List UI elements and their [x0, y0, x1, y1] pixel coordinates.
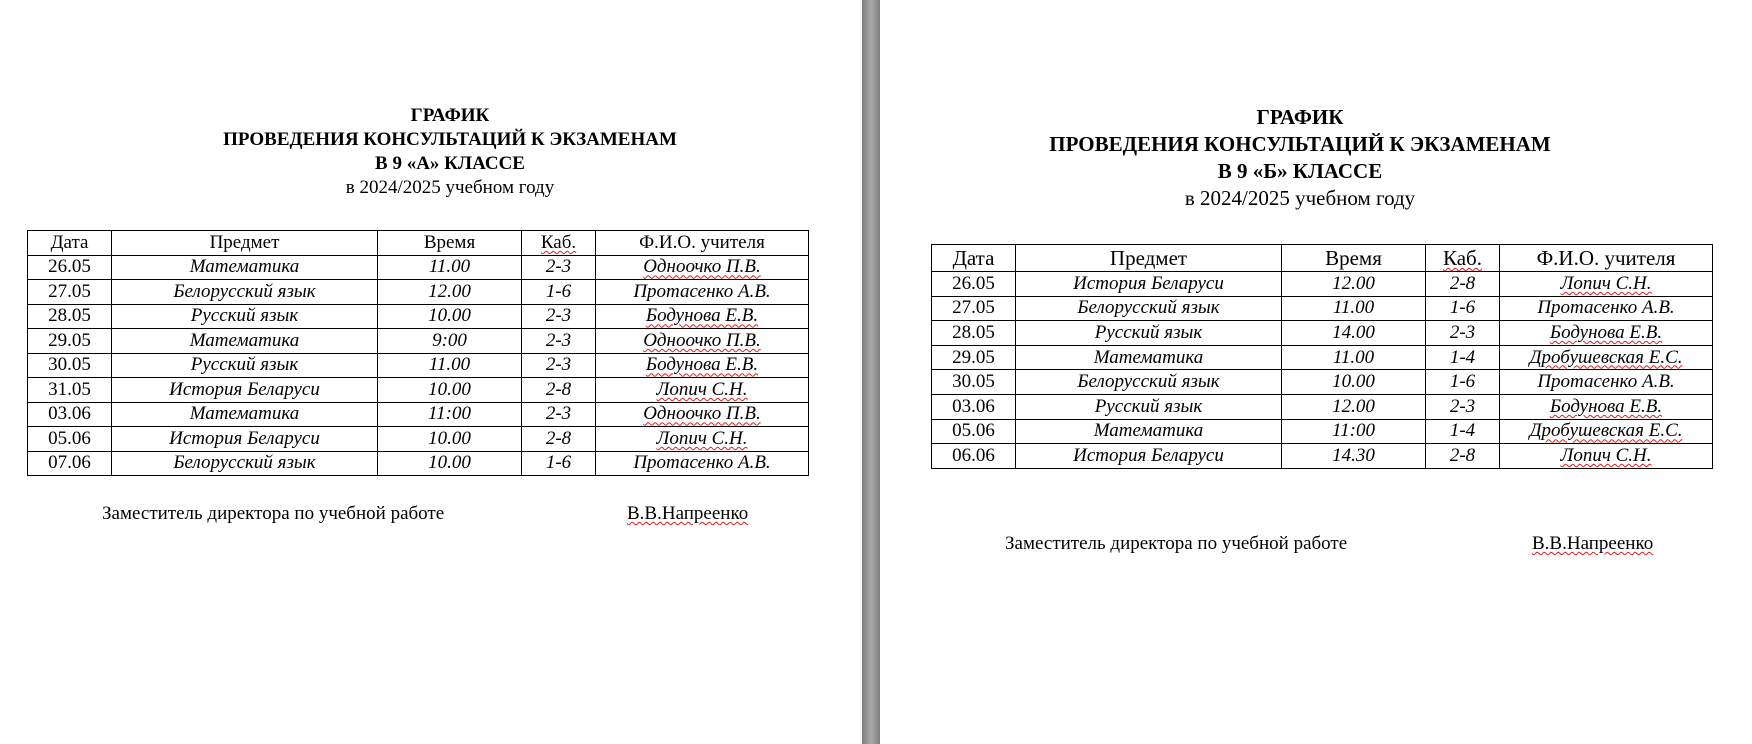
page-gutter — [862, 0, 880, 744]
teacher-name: Одноочко П.В. — [643, 403, 761, 425]
cell-time: 10.00 — [378, 304, 522, 329]
cell-teacher — [1500, 272, 1713, 297]
cell-subject: Математика — [1016, 345, 1282, 370]
cell-room: 2-3 — [522, 402, 596, 427]
cell-teacher — [596, 402, 809, 427]
table-row — [28, 280, 809, 305]
cell-time: 14.00 — [1282, 321, 1426, 346]
signature-role: Заместитель директора по учебной работе — [1005, 533, 1348, 554]
cell-date: 28.05 — [932, 321, 1016, 346]
cell-room: 2-8 — [522, 427, 596, 452]
teacher-name: Бодунова Е.В. — [645, 305, 759, 327]
cell-subject: История Беларуси — [112, 378, 378, 403]
cell-subject: История Беларуси — [1016, 444, 1282, 469]
table-header-row — [28, 231, 809, 256]
title-line-2: ПРОВЕДЕНИЯ КОНСУЛЬТАЦИЙ К ЭКЗАМЕНАМ — [1049, 132, 1551, 156]
teacher-name: Протасенко А.В. — [633, 280, 771, 302]
cell-date: 29.05 — [28, 329, 112, 354]
cell-teacher — [1500, 370, 1713, 395]
cell-subject: Русский язык — [112, 304, 378, 329]
cell-time: 10.00 — [378, 427, 522, 452]
cell-time: 14.30 — [1282, 444, 1426, 469]
cell-room: 2-8 — [1426, 272, 1500, 297]
table-row — [28, 304, 809, 329]
header-room-label: Каб. — [1443, 246, 1482, 270]
teacher-name: Лопич С.Н. — [656, 427, 748, 449]
cell-time: 12.00 — [378, 280, 522, 305]
teacher-name: Дробушевская Е.С. — [1529, 346, 1683, 368]
signature-name — [627, 503, 748, 525]
teacher-name: Протасенко А.В. — [1537, 297, 1675, 319]
cell-time: 11.00 — [1282, 296, 1426, 321]
header-time: Время — [378, 231, 522, 256]
teacher-name: Дробушевская Е.С. — [1529, 420, 1683, 442]
teacher-name: Протасенко А.В. — [633, 452, 771, 474]
cell-room: 2-3 — [522, 255, 596, 280]
cell-room: 2-3 — [1426, 321, 1500, 346]
schedule-table-9b — [931, 244, 1713, 469]
title-line-3: В 9 «Б» КЛАССЕ — [1217, 159, 1383, 183]
cell-time: 11.00 — [1282, 345, 1426, 370]
cell-time: 10.00 — [378, 451, 522, 476]
table-row — [28, 427, 809, 452]
cell-time: 9:00 — [378, 329, 522, 354]
cell-room: 1-6 — [1426, 296, 1500, 321]
cell-time: 10.00 — [378, 378, 522, 403]
title-line-3: В 9 «А» КЛАССЕ — [375, 153, 525, 174]
cell-date: 06.06 — [932, 444, 1016, 469]
cell-subject: Русский язык — [1016, 321, 1282, 346]
cell-subject: Белорусский язык — [112, 280, 378, 305]
cell-teacher — [1500, 394, 1713, 419]
teacher-name: Протасенко А.В. — [1537, 371, 1675, 393]
cell-teacher — [596, 329, 809, 354]
teacher-name: Лопич С.Н. — [1560, 444, 1652, 466]
cell-teacher — [1500, 345, 1713, 370]
cell-date: 27.05 — [932, 296, 1016, 321]
cell-date: 30.05 — [28, 353, 112, 378]
document-page-left — [0, 0, 862, 744]
cell-teacher — [596, 378, 809, 403]
cell-teacher — [1500, 296, 1713, 321]
cell-teacher — [596, 304, 809, 329]
title-line-1: ГРАФИК — [410, 105, 490, 126]
cell-room: 2-8 — [1426, 444, 1500, 469]
cell-subject: История Беларуси — [112, 427, 378, 452]
teacher-name: Лопич С.Н. — [1560, 272, 1652, 294]
table-row — [28, 329, 809, 354]
cell-time: 11:00 — [378, 402, 522, 427]
table-row — [932, 345, 1713, 370]
table-row — [28, 353, 809, 378]
header-room — [1426, 245, 1500, 272]
cell-time: 12.00 — [1282, 272, 1426, 297]
title-line-4: в 2024/2025 учебном году — [1184, 186, 1416, 210]
header-subject: Предмет — [1016, 245, 1282, 272]
cell-teacher — [1500, 419, 1713, 444]
header-subject: Предмет — [112, 231, 378, 256]
cell-teacher — [1500, 321, 1713, 346]
cell-room: 2-3 — [1426, 394, 1500, 419]
cell-time: 11:00 — [1282, 419, 1426, 444]
table-row — [932, 321, 1713, 346]
title-line-1: ГРАФИК — [1256, 105, 1344, 129]
cell-date: 31.05 — [28, 378, 112, 403]
cell-teacher — [1500, 444, 1713, 469]
header-room — [522, 231, 596, 256]
cell-room: 1-6 — [522, 280, 596, 305]
cell-room: 2-3 — [522, 304, 596, 329]
cell-date: 26.05 — [28, 255, 112, 280]
cell-date: 07.06 — [28, 451, 112, 476]
signature-name — [1532, 533, 1653, 555]
cell-subject: Математика — [1016, 419, 1282, 444]
cell-time: 11.00 — [378, 255, 522, 280]
cell-subject: Математика — [112, 402, 378, 427]
teacher-name: Одноочко П.В. — [643, 329, 761, 351]
cell-date: 05.06 — [932, 419, 1016, 444]
cell-subject: Русский язык — [112, 353, 378, 378]
cell-room: 2-3 — [522, 329, 596, 354]
cell-time: 12.00 — [1282, 394, 1426, 419]
cell-room: 2-3 — [522, 353, 596, 378]
cell-date: 30.05 — [932, 370, 1016, 395]
cell-teacher — [596, 353, 809, 378]
table-row — [932, 444, 1713, 469]
cell-subject: Белорусский язык — [1016, 370, 1282, 395]
cell-subject: История Беларуси — [1016, 272, 1282, 297]
header-teacher: Ф.И.О. учителя — [596, 231, 809, 256]
cell-subject: Математика — [112, 255, 378, 280]
cell-date: 26.05 — [932, 272, 1016, 297]
title-line-2: ПРОВЕДЕНИЯ КОНСУЛЬТАЦИЙ К ЭКЗАМЕНАМ — [223, 129, 677, 150]
table-row — [28, 378, 809, 403]
cell-subject: Математика — [112, 329, 378, 354]
signature-name-text: В.В.Напреенко — [627, 503, 749, 524]
cell-date: 27.05 — [28, 280, 112, 305]
cell-subject: Белорусский язык — [1016, 296, 1282, 321]
table-row — [932, 296, 1713, 321]
title-line-4: в 2024/2025 учебном году — [345, 177, 555, 198]
teacher-name: Одноочко П.В. — [643, 256, 761, 278]
table-row — [932, 419, 1713, 444]
cell-date: 05.06 — [28, 427, 112, 452]
table-row — [932, 394, 1713, 419]
cell-date: 03.06 — [932, 394, 1016, 419]
schedule-title-9b — [1010, 104, 1590, 212]
cell-teacher — [596, 280, 809, 305]
header-room-label: Каб. — [540, 231, 577, 253]
header-date: Дата — [932, 245, 1016, 272]
header-date: Дата — [28, 231, 112, 256]
cell-subject: Белорусский язык — [112, 451, 378, 476]
signature-name-text: В.В.Напреенко — [1532, 533, 1654, 554]
table-row — [28, 451, 809, 476]
table-row — [932, 370, 1713, 395]
schedule-title-9a — [150, 104, 750, 200]
cell-teacher — [596, 427, 809, 452]
cell-room: 1-4 — [1426, 419, 1500, 444]
cell-time: 11.00 — [378, 353, 522, 378]
cell-teacher — [596, 255, 809, 280]
header-time: Время — [1282, 245, 1426, 272]
cell-time: 10.00 — [1282, 370, 1426, 395]
cell-subject: Русский язык — [1016, 394, 1282, 419]
table-row — [28, 255, 809, 280]
schedule-table-9a — [27, 230, 809, 476]
cell-room: 1-6 — [522, 451, 596, 476]
cell-room: 1-6 — [1426, 370, 1500, 395]
cell-date: 28.05 — [28, 304, 112, 329]
table-row — [28, 402, 809, 427]
table-row — [932, 272, 1713, 297]
teacher-name: Бодунова Е.В. — [1549, 321, 1663, 343]
teacher-name: Лопич С.Н. — [656, 378, 748, 400]
cell-room: 1-4 — [1426, 345, 1500, 370]
signature-role: Заместитель директора по учебной работе — [102, 503, 445, 524]
header-teacher: Ф.И.О. учителя — [1500, 245, 1713, 272]
teacher-name: Бодунова Е.В. — [645, 354, 759, 376]
cell-date: 29.05 — [932, 345, 1016, 370]
cell-date: 03.06 — [28, 402, 112, 427]
teacher-name: Бодунова Е.В. — [1549, 395, 1663, 417]
table-header-row — [932, 245, 1713, 272]
cell-room: 2-8 — [522, 378, 596, 403]
cell-teacher — [596, 451, 809, 476]
document-page-right — [880, 0, 1752, 744]
